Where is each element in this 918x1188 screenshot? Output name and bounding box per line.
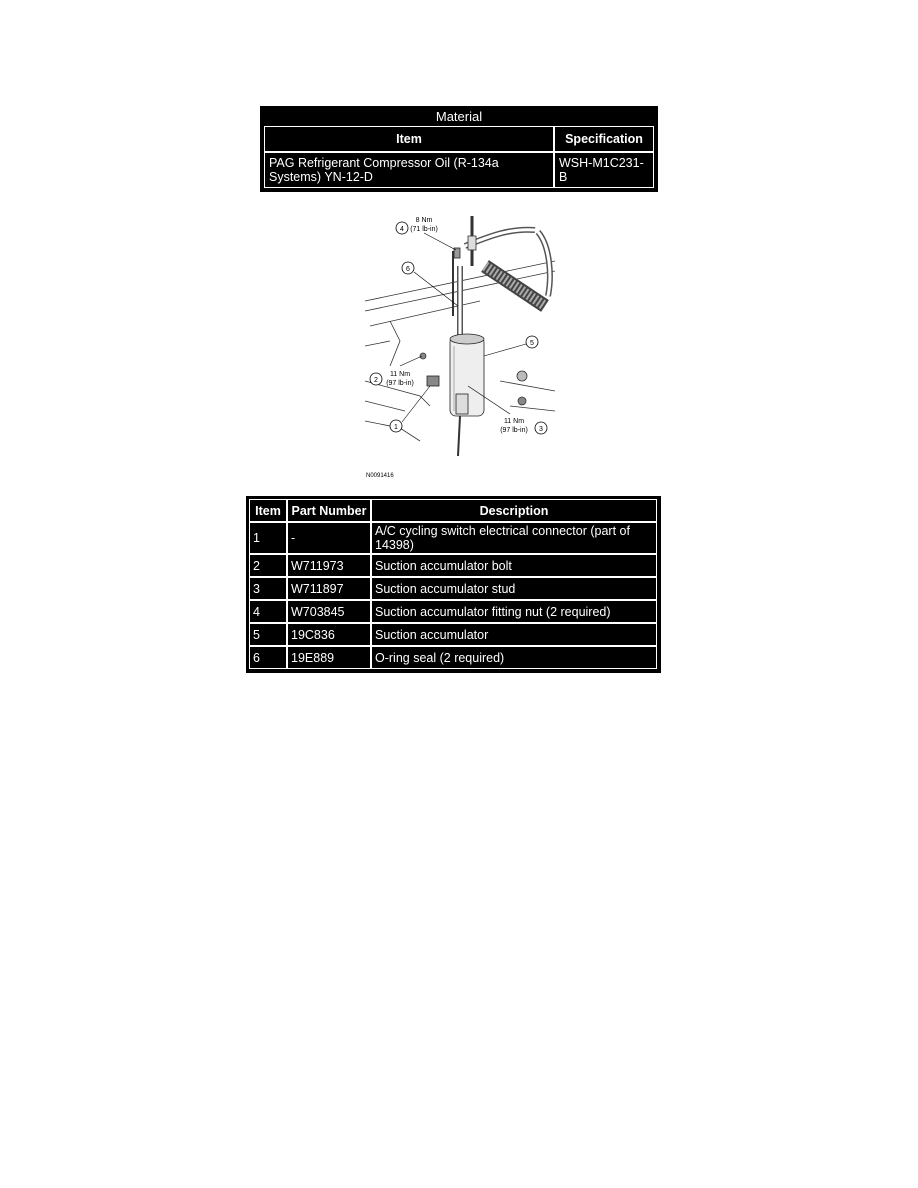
callout-4 [396, 217, 456, 250]
material-header-specification: Specification [554, 126, 654, 152]
callout-3-torque-nm: 11 Nm [503, 418, 525, 425]
parts-part-number-cell: W711973 [287, 554, 371, 577]
parts-item-cell: 1 [249, 522, 287, 554]
parts-description-cell: Suction accumulator [371, 623, 657, 646]
table-row [249, 522, 657, 554]
callout-2-torque-nm: 11 Nm [389, 371, 411, 378]
diagram-line-art [365, 216, 555, 456]
material-table-grid [264, 126, 654, 188]
parts-item-cell: 6 [249, 646, 287, 669]
parts-table [246, 496, 661, 673]
parts-item-cell: 4 [249, 600, 287, 623]
parts-description-cell: O-ring seal (2 required) [371, 646, 657, 669]
callout-3-number: 3 [539, 426, 543, 433]
parts-header-item: Item [249, 499, 287, 522]
parts-description-cell: Suction accumulator bolt [371, 554, 657, 577]
parts-part-number-cell: 19E889 [287, 646, 371, 669]
parts-part-number-cell: W711897 [287, 577, 371, 600]
table-row [249, 623, 657, 646]
callout-5 [484, 336, 538, 356]
material-table-caption: Material [435, 109, 483, 124]
parts-item-cell: 3 [249, 577, 287, 600]
parts-part-number-cell: - [287, 522, 371, 554]
callout-5-number: 5 [530, 340, 534, 347]
parts-description-cell: Suction accumulator fitting nut (2 required) [371, 600, 657, 623]
material-header-row [264, 126, 654, 152]
material-row [264, 152, 654, 188]
callout-2 [370, 356, 422, 387]
parts-header-row [249, 499, 657, 522]
callout-4-number: 4 [400, 226, 404, 233]
material-spec-cell: WSH-M1C231-B [554, 152, 654, 188]
parts-table-grid [249, 499, 657, 669]
parts-description-cell: Suction accumulator stud [371, 577, 657, 600]
parts-part-number-cell: W703845 [287, 600, 371, 623]
callout-1-number: 1 [394, 424, 398, 431]
table-row [249, 646, 657, 669]
parts-part-number-cell: 19C836 [287, 623, 371, 646]
material-table [260, 106, 658, 192]
parts-header-description: Description [371, 499, 657, 522]
parts-header-part-number: Part Number [287, 499, 371, 522]
parts-item-cell: 2 [249, 554, 287, 577]
callout-6 [402, 262, 458, 306]
callout-6-number: 6 [406, 266, 410, 273]
material-header-item: Item [264, 126, 554, 152]
table-row [249, 554, 657, 577]
callout-4-torque-nm: 8 Nm [415, 217, 433, 224]
parts-description-cell: A/C cycling switch electrical connector (part of 14398) [371, 522, 657, 554]
callout-4-torque-lbin: (71 lb-in) [410, 226, 438, 233]
accumulator-diagram [360, 206, 560, 486]
material-item-cell: PAG Refrigerant Compressor Oil (R-134a Systems) YN-12-D [264, 152, 554, 188]
figure-id: N0091416 [366, 473, 394, 479]
parts-item-cell: 5 [249, 623, 287, 646]
table-row [249, 577, 657, 600]
callout-3-torque-lbin: (97 lb-in) [500, 427, 528, 434]
callout-2-torque-lbin: (97 lb-in) [386, 380, 414, 387]
callout-2-number: 2 [374, 377, 378, 384]
table-row [249, 600, 657, 623]
